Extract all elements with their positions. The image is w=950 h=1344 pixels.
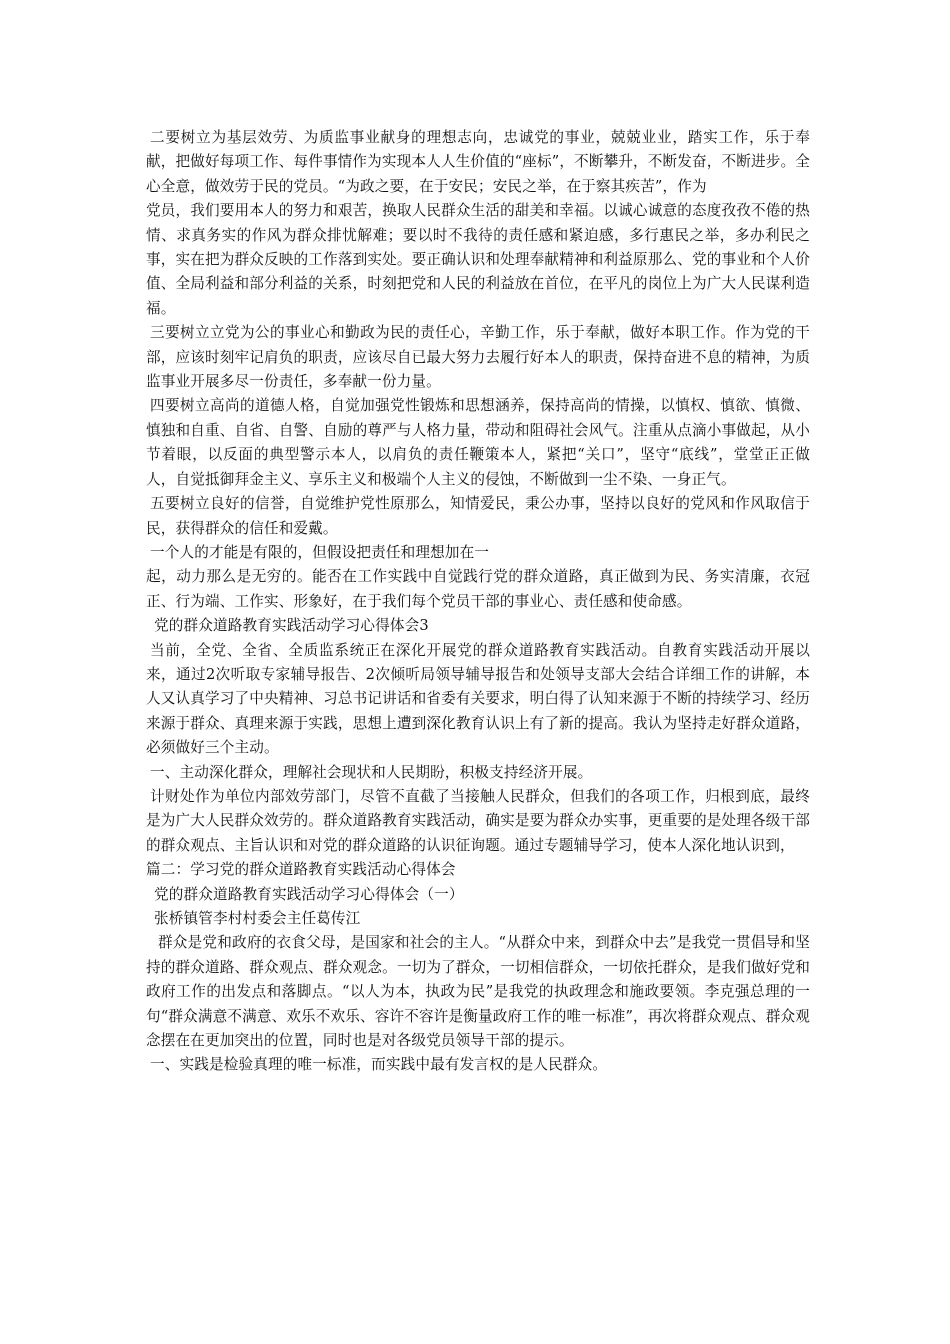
- author-line: 张桥镇管李村村委会主任葛传江: [154, 910, 361, 927]
- paragraph: 二要树立为基层效劳、为质监事业献身的理想志向，忠诚党的事业，兢兢业业，踏实工作，乐于奉献，把做好每项工作、每件事情作为实现本人人生价值的“座标”，不断攀升，不断发奋，不断进步。全心全意，做效劳于民的党员。“为政之要，在于安民；安民之举，在于察其疾苦”，作为: [146, 129, 810, 195]
- paragraph: 一、实践是检验真理的唯一标准，而实践中最有发言权的是人民群众。: [150, 1056, 608, 1074]
- document-body: [146, 126, 810, 1078]
- paragraph: 一、主动深化群众，理解社会现状和人民期盼，积极支持经济开展。: [150, 763, 593, 781]
- paragraph: 群众是党和政府的衣食父母，是国家和社会的主人。“从群众中来，到群众中去”是我党一贯倡导和坚持的群众道路、群众观点、群众观念。一切为了群众，一切相信群众，一切依托群众，是我们做好党和政府工作的出发点和落脚点。“以人为本，执政为民”是我党的执政理念和施政要领。李克强总理的一句“群众满意不满意、欢乐不欢乐、容许不容许是衡量政府工作的唯一标准”，再次将群众观点、群众观念摆在在更加突出的位置，同时也是对各级党员领导干部的提示。: [146, 934, 810, 1050]
- paragraph: 一个人的才能是有限的，但假设把责任和理想加在一: [150, 543, 490, 561]
- paragraph: 五要树立良好的信誉，自觉维护党性原那么，知情爱民，秉公办事，坚持以良好的党风和作风取信于民，获得群众的信任和爱戴。: [146, 495, 810, 537]
- paragraph: 党员，我们要用本人的努力和艰苦，换取人民群众生活的甜美和幸福。以诚心诚意的态度孜孜不倦的热情、求真务实的作风为群众排忧解难；要以时不我待的责任感和紧迫感，多行惠民之举，多办利民之事，实在把为群众反映的工作落到实处。要正确认识和处理奉献精神和利益原那么、党的事业和个人价值、全局利益和部分利益的关系，时刻把党和人民的利益放在首位，在平凡的岗位上为广大人民谋利造福。: [146, 202, 810, 317]
- paragraph: 起，动力那么是无穷的。能否在工作实践中自觉践行党的群众道路，真正做到为民、务实清廉，衣冠正、行为端、工作实、形象好，在于我们每个党员干部的事业心、责任感和使命感。: [146, 568, 810, 610]
- chapter-heading: 篇二：学习党的群众道路教育实践活动心得体会: [146, 861, 456, 879]
- section-heading: 党的群众道路教育实践活动学习心得体会（一）: [154, 885, 464, 903]
- paragraph: 当前，全党、全省、全质监系统正在深化开展党的群众道路教育实践活动。自教育实践活动开展以来，通过2次听取专家辅导报告、2次倾听局领导辅导报告和处领导支部大会结合详细工作的讲解，本人又认真学习了中央精神、习总书记讲话和省委有关要求，明白得了认知来源于不断的持续学习、经历来源于群众、真理来源于实践，思想上遭到深化教育认识上有了新的提高。我认为坚持走好群众道路，必须做好三个主动。: [146, 641, 810, 757]
- paragraph: 计财处作为单位内部效劳部门，尽管不直截了当接触人民群众，但我们的各项工作，归根到底，最终是为广大人民群众效劳的。群众道路教育实践活动，确实是要为群众办实事，更重要的是处理各级干部的群众观点、主旨认识和对党的群众道路的认识征询题。通过专题辅导学习，使本人深化地认识到，: [146, 787, 810, 854]
- paragraph: 四要树立高尚的道德人格，自觉加强党性锻炼和思想涵养，保持高尚的情操，以慎权、慎欲、慎微、慎独和自重、自省、自警、自励的尊严与人格力量，带动和阻碍社会风气。注重从点滴小事做起，从小节着眼，以反面的典型警示本人，以肩负的责任鞭策本人，紧把“关口”，坚守“底线”，堂堂正正做人，自觉抵御拜金主义、享乐主义和极端个人主义的侵蚀，不断做到一尘不染、一身正气。: [146, 397, 810, 488]
- paragraph: 三要树立立党为公的事业心和勤政为民的责任心，辛勤工作，乐于奉献，做好本职工作。作为党的干部，应该时刻牢记肩负的职责，应该尽自已最大努力去履行好本人的职责，保持奋进不息的精神，为质监事业开展多尽一份责任，多奉献一份力量。: [146, 324, 810, 391]
- section-heading: 党的群众道路教育实践活动学习心得体会3: [154, 617, 429, 635]
